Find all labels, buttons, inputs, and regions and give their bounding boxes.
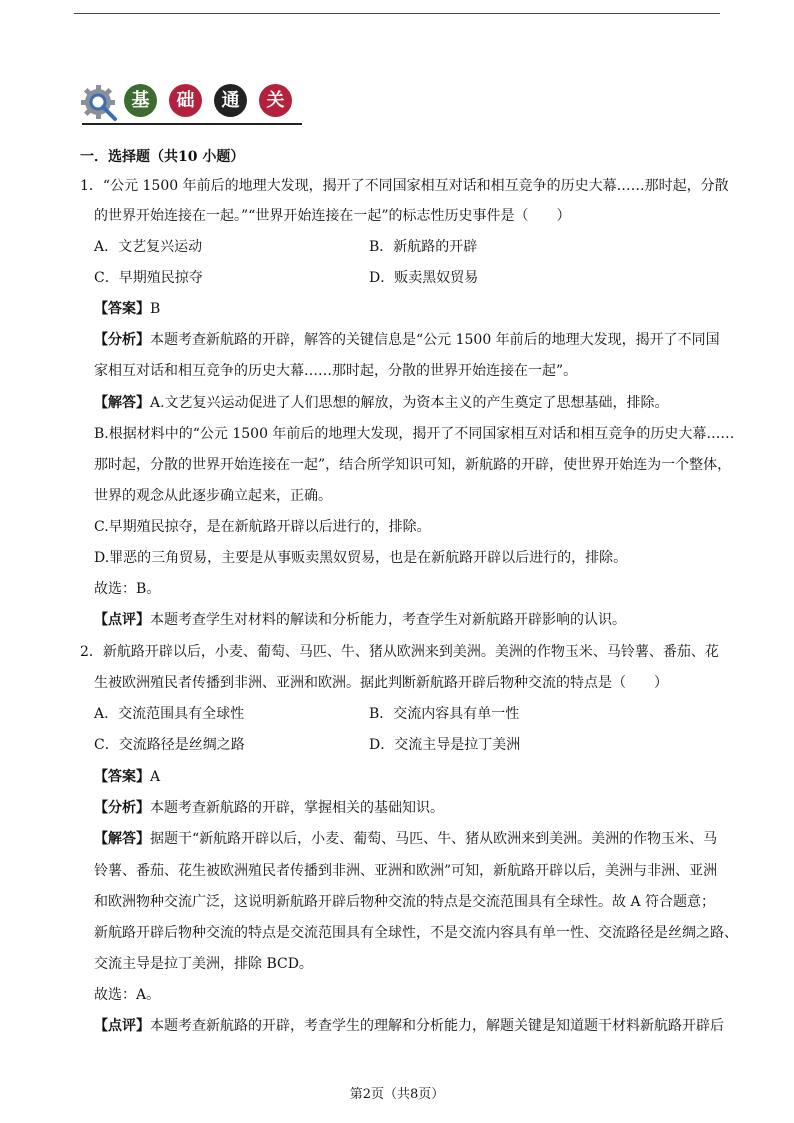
analysis-tag: 【分析】 bbox=[94, 800, 150, 816]
q1-solution-line4: 世界的观念从此逐步确立起来，正确。 bbox=[94, 488, 332, 504]
q2-solution-line3: 和欧洲物种交流广泛，这说明新航路开辟后物种交流的特点是交流范围具有全球性。故 A 符合题意； bbox=[94, 894, 716, 910]
answer-tag: 【答案】 bbox=[94, 301, 150, 317]
q1-option-b: B．新航路的开辟 bbox=[369, 239, 478, 255]
comment-tag: 【点评】 bbox=[94, 612, 150, 628]
q2-solution-line1 bbox=[94, 829, 717, 849]
banner-char-4: 关 bbox=[259, 84, 292, 117]
page-footer: 第2页（共8页） bbox=[349, 1087, 445, 1102]
q2-answer bbox=[94, 767, 160, 787]
q1-analysis-line2: 家相互对话和相互竞争的历史大幕……那时起，分散的世界开始连接在一起”。 bbox=[94, 363, 578, 379]
q2-choose: 故选：A。 bbox=[94, 987, 161, 1003]
analysis-text: 本题考查新航路的开辟，解答的关键信息是“公元 1500 年前后的地理大发现，揭开了不同国 bbox=[150, 332, 720, 348]
q2-solution-line2: 铃薯、番茄、花生被欧洲殖民者传播到非洲、亚洲和欧洲”可知，新航路开辟以后，美洲与非洲、亚洲 bbox=[94, 863, 718, 879]
answer-value: A bbox=[150, 769, 161, 785]
banner-char-1: 基 bbox=[124, 84, 157, 117]
section-title: 一．选择题（共10 小题） bbox=[80, 149, 245, 165]
q1-stem-line2: 的世界开始连接在一起。”“世界开始连接在一起”的标志性历史事件是（ ） bbox=[94, 208, 571, 224]
banner-char-3: 通 bbox=[214, 84, 247, 117]
q1-comment bbox=[94, 610, 626, 630]
q2-analysis-line1 bbox=[94, 798, 444, 818]
q1-answer bbox=[94, 299, 160, 319]
q1-solution-line1 bbox=[94, 393, 669, 413]
q2-option-a: A．交流范围具有全球性 bbox=[94, 706, 245, 722]
q1-solution-line3: 那时起，分散的世界开始连接在一起”，结合所学知识可知，新航路的开辟，使世界开始连为一个整体， bbox=[94, 457, 732, 473]
q1-option-c: C．早期殖民掠夺 bbox=[94, 270, 203, 286]
q2-solution-line5: 交流主导是拉丁美洲，排除 BCD。 bbox=[94, 956, 313, 972]
q1-solution-line6: D.罪恶的三角贸易，主要是从事贩卖黑奴贸易，也是在新航路开辟以后进行的，排除。 bbox=[94, 550, 628, 566]
header-rule bbox=[74, 13, 720, 14]
comment-text: 本题考查新航路的开辟，考查学生的理解和分析能力，解题关键是知道题干材料新航路开辟后 bbox=[150, 1018, 724, 1034]
comment-text: 本题考查学生对材料的解读和分析能力，考查学生对新航路开辟影响的认识。 bbox=[150, 612, 626, 628]
q1-choose: 故选：B。 bbox=[94, 581, 161, 597]
solution-text: 据题干“新航路开辟以后，小麦、葡萄、马匹、牛、猪从欧洲来到美洲。美洲的作物玉米、马 bbox=[150, 831, 718, 847]
q1-stem-line1: 1．“公元 1500 年前后的地理大发现，揭开了不同国家相互对话和相互竞争的历史大幕……那时起，分散 bbox=[80, 178, 729, 194]
q2-solution-line4: 新航路开辟后物种交流的特点是交流范围具有全球性，不是交流内容具有单一性、交流路径是丝绸之路、 bbox=[94, 925, 738, 941]
solution-tag: 【解答】 bbox=[94, 831, 150, 847]
analysis-tag: 【分析】 bbox=[94, 332, 150, 348]
gear-magnifier-icon bbox=[80, 84, 120, 124]
q2-option-d: D．交流主导是拉丁美洲 bbox=[369, 737, 521, 753]
q2-option-b: B．交流内容具有单一性 bbox=[369, 706, 520, 722]
q1-option-d: D．贩卖黑奴贸易 bbox=[369, 270, 479, 286]
comment-tag: 【点评】 bbox=[94, 1018, 150, 1034]
q1-option-a: A．文艺复兴运动 bbox=[94, 239, 203, 255]
solution-text: A.文艺复兴运动促进了人们思想的解放，为资本主义的产生奠定了思想基础，排除。 bbox=[150, 395, 669, 411]
solution-tag: 【解答】 bbox=[94, 395, 150, 411]
q1-solution-line5: C.早期殖民掠夺，是在新航路开辟以后进行的，排除。 bbox=[94, 519, 431, 535]
q2-stem-line2: 生被欧洲殖民者传播到非洲、亚洲和欧洲。据此判断新航路开辟后物种交流的特点是（ ） bbox=[94, 675, 668, 691]
answer-tag: 【答案】 bbox=[94, 769, 150, 785]
section-banner bbox=[80, 82, 302, 126]
answer-value: B bbox=[150, 301, 161, 317]
q1-analysis-line1 bbox=[94, 330, 720, 350]
banner-underline bbox=[82, 123, 302, 125]
q2-comment bbox=[94, 1016, 724, 1036]
q2-stem-line1: 2．新航路开辟以后，小麦、葡萄、马匹、牛、猪从欧洲来到美洲。美洲的作物玉米、马铃薯、番茄、花 bbox=[80, 644, 719, 660]
q1-solution-line2: B.根据材料中的“公元 1500 年前后的地理大发现，揭开了不同国家相互对话和相互竞争的历史大幕…… bbox=[94, 426, 735, 442]
q2-option-c: C．交流路径是丝绸之路 bbox=[94, 737, 245, 753]
banner-char-2: 础 bbox=[169, 84, 202, 117]
analysis-text: 本题考查新航路的开辟，掌握相关的基础知识。 bbox=[150, 800, 444, 816]
